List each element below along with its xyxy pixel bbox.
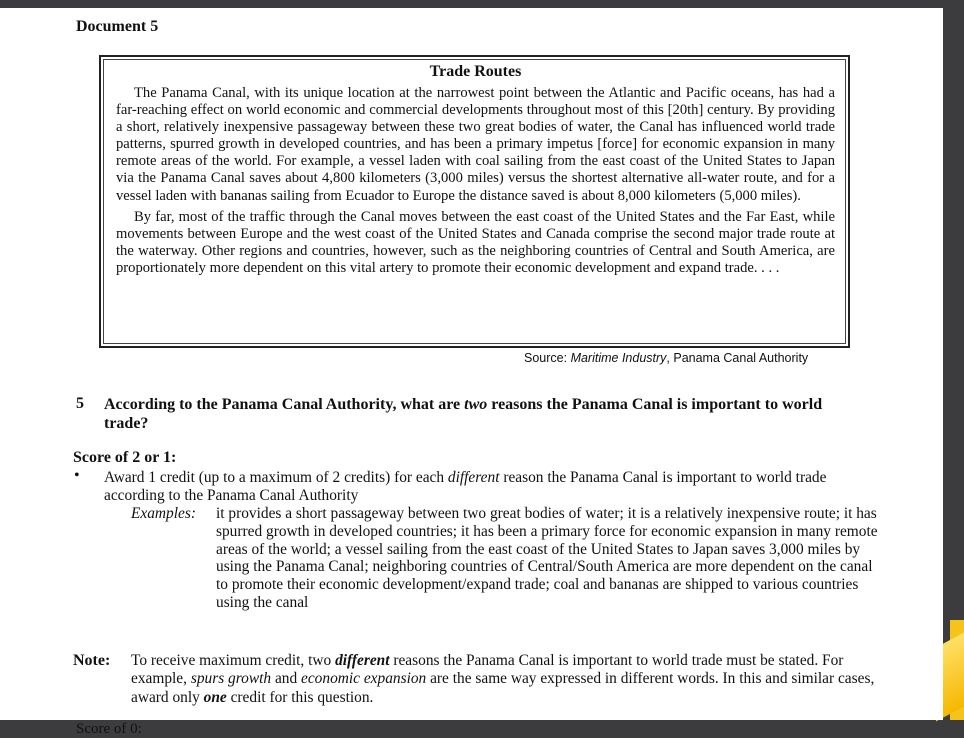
award-text-part: Award 1 credit (up to a maximum of 2 credits) for each	[104, 469, 448, 486]
note-emphasis: different	[335, 652, 390, 669]
note-text-part: are the same way expressed in different words. In this and similar cases, award only	[131, 670, 875, 706]
award-text-part: reason the Panama Canal is important to world trade according to the Panama Canal Authority	[104, 469, 827, 504]
examples-text: it provides a short passageway between two great bodies of water; it is a relatively inexpensive route; it has spurred growth in developed countries; it has been a primary force for economic expansion in many remote areas of the world; a vessel sailing from the east coast of the United States to Japan saves 3,000 miles by using the Panama Canal; neighboring countries of Central/South America are more dependent on the canal to promote their economic development/expand trade; coal and bananas are shipped to various countries using the canal	[216, 505, 878, 611]
note-emphasis: economic expansion	[301, 670, 427, 688]
award-emphasis: different	[447, 469, 500, 486]
document-page	[0, 8, 943, 737]
note-text-part: reasons the Panama Canal is important to world trade must be stated. For example,	[131, 652, 844, 688]
note-text-part: To receive maximum credit, two	[131, 652, 336, 669]
source-citation	[524, 351, 808, 365]
question-text-part: reasons the Panama Canal is important to world trade?	[104, 396, 823, 432]
question-number: 5	[76, 395, 84, 412]
note-text-part: and	[271, 670, 302, 688]
excerpt-box-inner	[103, 59, 846, 344]
note-text	[131, 652, 901, 707]
excerpt-paragraph-2: By far, most of the traffic through the Canal moves between the east coast of the United States and the Far East, while movements between Europe and the west coast of the United States and Canada comprise the second major trade route at the waterway. Other regions and countries, however, such as the neighboring countries of Central and South America, are proportionately more dependent on this vital artery to promote their economic development and expand trade. . . .	[116, 208, 835, 276]
right-frame-edge	[943, 8, 960, 720]
note-emphasis: spurs growth	[190, 670, 272, 688]
excerpt-paragraph-1: The Panama Canal, with its unique location at the narrowest point between the Atlantic and Pacific oceans, has had a far-reaching effect on world economic and commercial developments throughout most of this [20th] century. By providing a short, relatively inexpensive passageway between these two great bodies of water, the Canal has influenced world trade patterns, spurred growth in developed countries, and has been a primary impetus [force] for economic expansion in many remote areas of the world. For example, a vessel laden with coal sailing from the east coast of the United States to Japan via the Panama Canal saves about 4,800 kilometers (3,000 miles) versus the shortest alternative all-water route, and for a vessel laden with bananas sailing from Ecuador to Europe the distance saved is about 8,000 kilometers (5,000 miles).	[116, 85, 835, 204]
note-emphasis: one	[203, 688, 227, 706]
document-label: Document 5	[76, 18, 159, 35]
source-suffix: , Panama Canal Authority	[666, 351, 809, 365]
examples-label: Examples:	[131, 505, 196, 522]
excerpt-title: Trade Routes	[429, 63, 522, 80]
source-title: Maritime Industry	[570, 351, 667, 365]
question-text-part: According to the Panama Canal Authority, what are	[104, 396, 465, 413]
excerpt-box	[99, 55, 850, 348]
top-frame-band	[0, 0, 960, 8]
award-instruction	[104, 469, 844, 505]
note-label: Note:	[73, 652, 111, 669]
cutoff-heading: Score of 0:	[76, 721, 142, 737]
note-text-part: credit for this question.	[226, 688, 374, 706]
source-prefix: Source:	[524, 351, 571, 365]
bullet-icon: •	[74, 467, 80, 484]
question-text	[104, 395, 824, 433]
score-heading: Score of 2 or 1:	[73, 449, 177, 466]
question-emphasis: two	[464, 396, 488, 413]
